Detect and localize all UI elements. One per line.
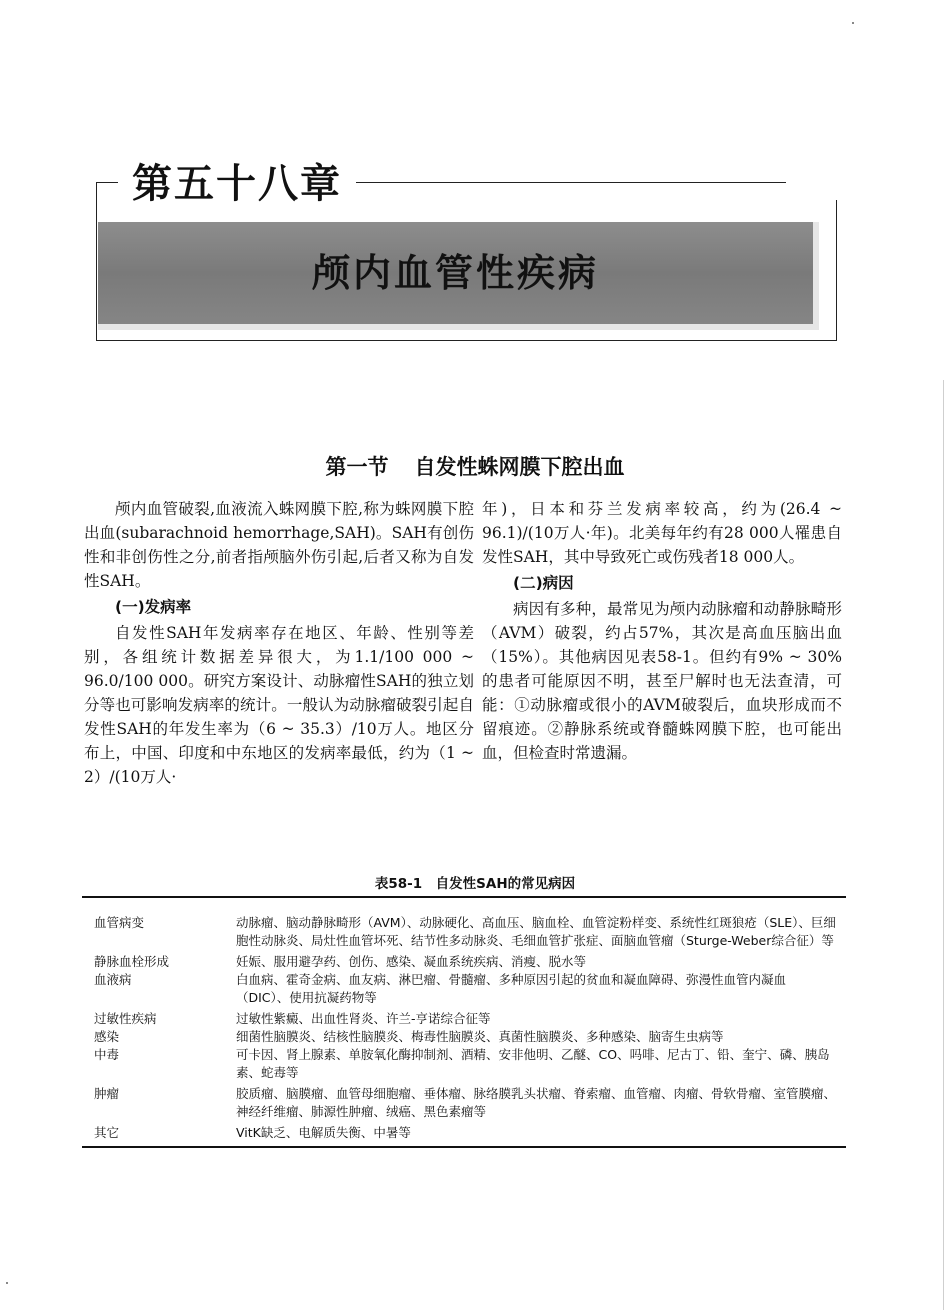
table-row [82, 1046, 846, 1082]
section-title: 自发性蛛网膜下腔出血 [414, 455, 625, 479]
table-top-rule [82, 896, 846, 898]
subheading-incidence: (一)发病率 [115, 598, 192, 616]
row-category: 静脉血栓形成 [94, 954, 170, 969]
chapter-banner [88, 160, 848, 360]
row-category: 肿瘤 [94, 1086, 120, 1101]
chapter-number: 第五十八章 [118, 160, 356, 208]
row-items: 细菌性脑膜炎、结核性脑膜炎、梅毒性脑膜炎、真菌性脑膜炎、多种感染、脑寄生虫病等 [236, 1029, 724, 1044]
row-category: 血液病 [94, 972, 132, 987]
row-category: 中毒 [94, 1047, 120, 1062]
row-items: 可卡因、肾上腺素、单胺氧化酶抑制剂、酒精、安非他明、乙醚、CO、吗啡、尼古丁、铅、奎宁、磷、胰岛素、蛇毒等 [236, 1047, 830, 1080]
table-row [82, 1085, 846, 1121]
intro-paragraph: 颅内血管破裂,血液流入蛛网膜下腔,称为蛛网膜下腔出血(subarachnoid hemorrhage,SAH)。SAH有创伤性和非创伤性之分,前者指颅脑外伤引起,后者又称为自发性SAH。 [84, 500, 474, 590]
row-category: 过敏性疾病 [94, 1011, 157, 1026]
table-caption: 表58-1 自发性SAH的常见病因 [374, 876, 576, 892]
etiology-paragraph: 病因有多种，最常见为颅内动脉瘤和动静脉畸形（AVM）破裂，约占57%，其次是高血压脑出血（15%）。其他病因见表58-1。但约有9% ~ 30%的患者可能原因不明，甚至尸解时也无法查清，可能：①动脉瘤或很小的AVM破裂后，血块形成而不留痕迹。②静脉系统或脊髓蛛网膜下腔，也可能出血，但检查时常遗漏。 [482, 600, 842, 762]
row-category: 血管病变 [94, 915, 145, 930]
row-category: 其它 [94, 1125, 120, 1140]
left-column [84, 497, 474, 789]
table-row [82, 1010, 846, 1028]
row-items: VitK缺乏、电解质失衡、中暑等 [236, 1125, 411, 1140]
row-items: 动脉瘤、脑动静脉畸形（AVM）、动脉硬化、高血压、脑血栓、血管淀粉样变、系统性红斑狼疮（SLE）、巨细胞性动脉炎、局灶性血管坏死、结节性多动脉炎、毛细血管扩张症、面脑血管瘤（Sturge-Weber综合征）等 [236, 915, 836, 948]
row-items: 过敏性紫癜、出血性肾炎、许兰-亨诺综合征等 [236, 1011, 491, 1026]
row-items: 白血病、霍奇金病、血友病、淋巴瘤、骨髓瘤、多种原因引起的贫血和凝血障碍、弥漫性血管内凝血（DIC）、使用抗凝药物等 [236, 972, 787, 1005]
section-number: 第一节 [325, 455, 389, 479]
table-row [82, 914, 846, 950]
row-items: 胶质瘤、脑膜瘤、血管母细胞瘤、垂体瘤、脉络膜乳头状瘤、脊索瘤、血管瘤、肉瘤、骨软骨瘤、室管膜瘤、神经纤维瘤、肺源性肿瘤、绒癌、黑色素瘤等 [236, 1086, 837, 1119]
scan-edge-line [943, 380, 944, 1310]
banner-frame-right [836, 200, 837, 341]
incidence-paragraph-continued: 年)，日本和芬兰发病率较高，约为(26.4 ~ 96.1)/(10万人·年)。北美每年约有28 000人罹患自发性SAH，其中导致死亡或伤残者18 000人。 [482, 500, 842, 566]
section-heading [0, 453, 950, 481]
right-column [482, 497, 842, 765]
row-items: 妊娠、服用避孕药、创伤、感染、凝血系统疾病、消瘦、脱水等 [236, 954, 587, 969]
chapter-title-band [98, 222, 819, 330]
table-bottom-rule [82, 1146, 846, 1148]
etiology-table [82, 896, 846, 1148]
incidence-paragraph: 自发性SAH年发病率存在地区、年龄、性别等差别，各组统计数据差异很大，为1.1/100 000 ~ 96.0/100 000。研究方案设计、动脉瘤性SAH的独立划分等也可影响发病率的统计。一般认为动脉瘤破裂引起自发性SAH的年发生率为（6 ~ 35.3）/10万人。地区分布上，中国、印度和中东地区的发病率最低，约为（1 ~ 2）/(10万人· [84, 624, 474, 786]
banner-frame-bottom [96, 340, 836, 341]
row-category: 感染 [94, 1029, 120, 1044]
table-row [82, 1028, 846, 1046]
table-row [82, 953, 846, 971]
chapter-title: 颅内血管性疾病 [311, 251, 599, 295]
table-row [82, 971, 846, 1007]
scan-speck [852, 22, 854, 24]
subheading-etiology: (二)病因 [513, 574, 574, 592]
table-row [82, 1124, 846, 1142]
banner-frame-left [96, 182, 97, 340]
scan-speck [6, 1282, 8, 1284]
